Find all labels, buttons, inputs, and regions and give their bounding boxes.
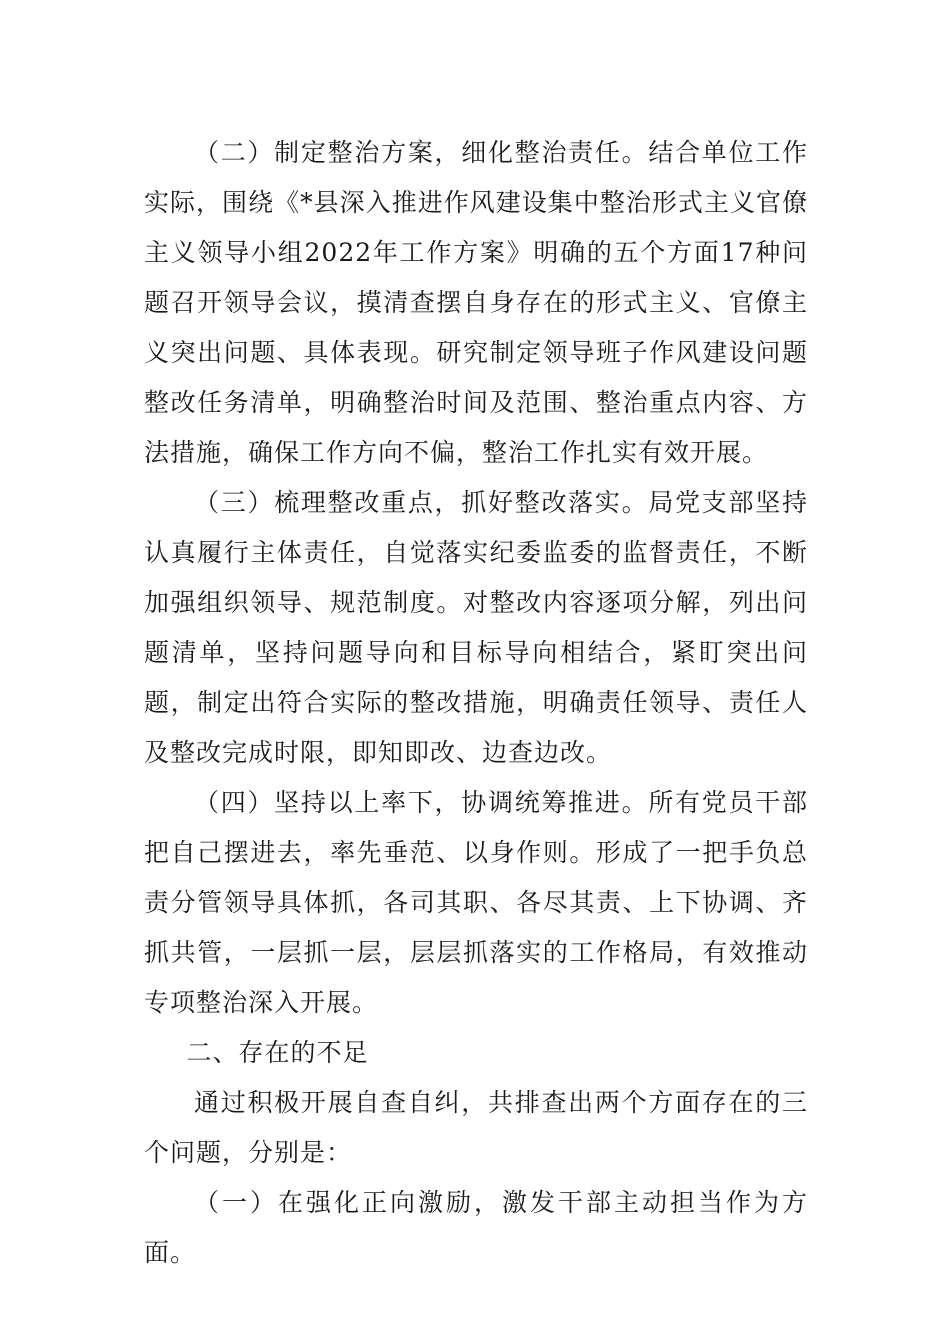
document-body <box>144 128 808 1278</box>
section-heading-shortcomings: 二、存在的不足 <box>186 1038 369 1067</box>
paragraph-plan: （二）制定整治方案，细化整治责任。结合单位工作实际，围绕《*县深入推进作风建设集中整治形式主义官僚主义领导小组2022年工作方案》明确的五个方面17种问题召开领导会议，摸清查摆自身存在的形式主义、官僚主义突出问题、具体表现。研究制定领导班子作风建设问题整改任务清单，明确整治时间及范围、整治重点内容、方法措施，确保工作方向不偏，整治工作扎实有效开展。 <box>144 138 808 467</box>
paragraph-self-check: 通过积极开展自查自纠，共排查出两个方面存在的三个问题，分别是： <box>144 1088 808 1167</box>
paragraph-leadership: （四）坚持以上率下，协调统筹推进。所有党员干部把自己摆进去，率先垂范、以身作则。形成了一把手负总责分管领导具体抓，各司其职、各尽其责、上下协调、齐抓共管，一层抓一层，层层抓落实的工作格局，有效推动专项整治深入开展。 <box>144 788 808 1017</box>
paragraph-incentive: （一）在强化正向激励，激发干部主动担当作为方面。 <box>144 1188 808 1267</box>
paragraph-rectification: （三）梳理整改重点，抓好整改落实。局党支部坚持认真履行主体责任，自觉落实纪委监委的监督责任，不断加强组织领导、规范制度。对整改内容逐项分解，列出问题清单，坚持问题导向和目标导向相结合，紧盯突出问题，制定出符合实际的整改措施，明确责任领导、责任人及整改完成时限，即知即改、边查边改。 <box>144 488 808 767</box>
